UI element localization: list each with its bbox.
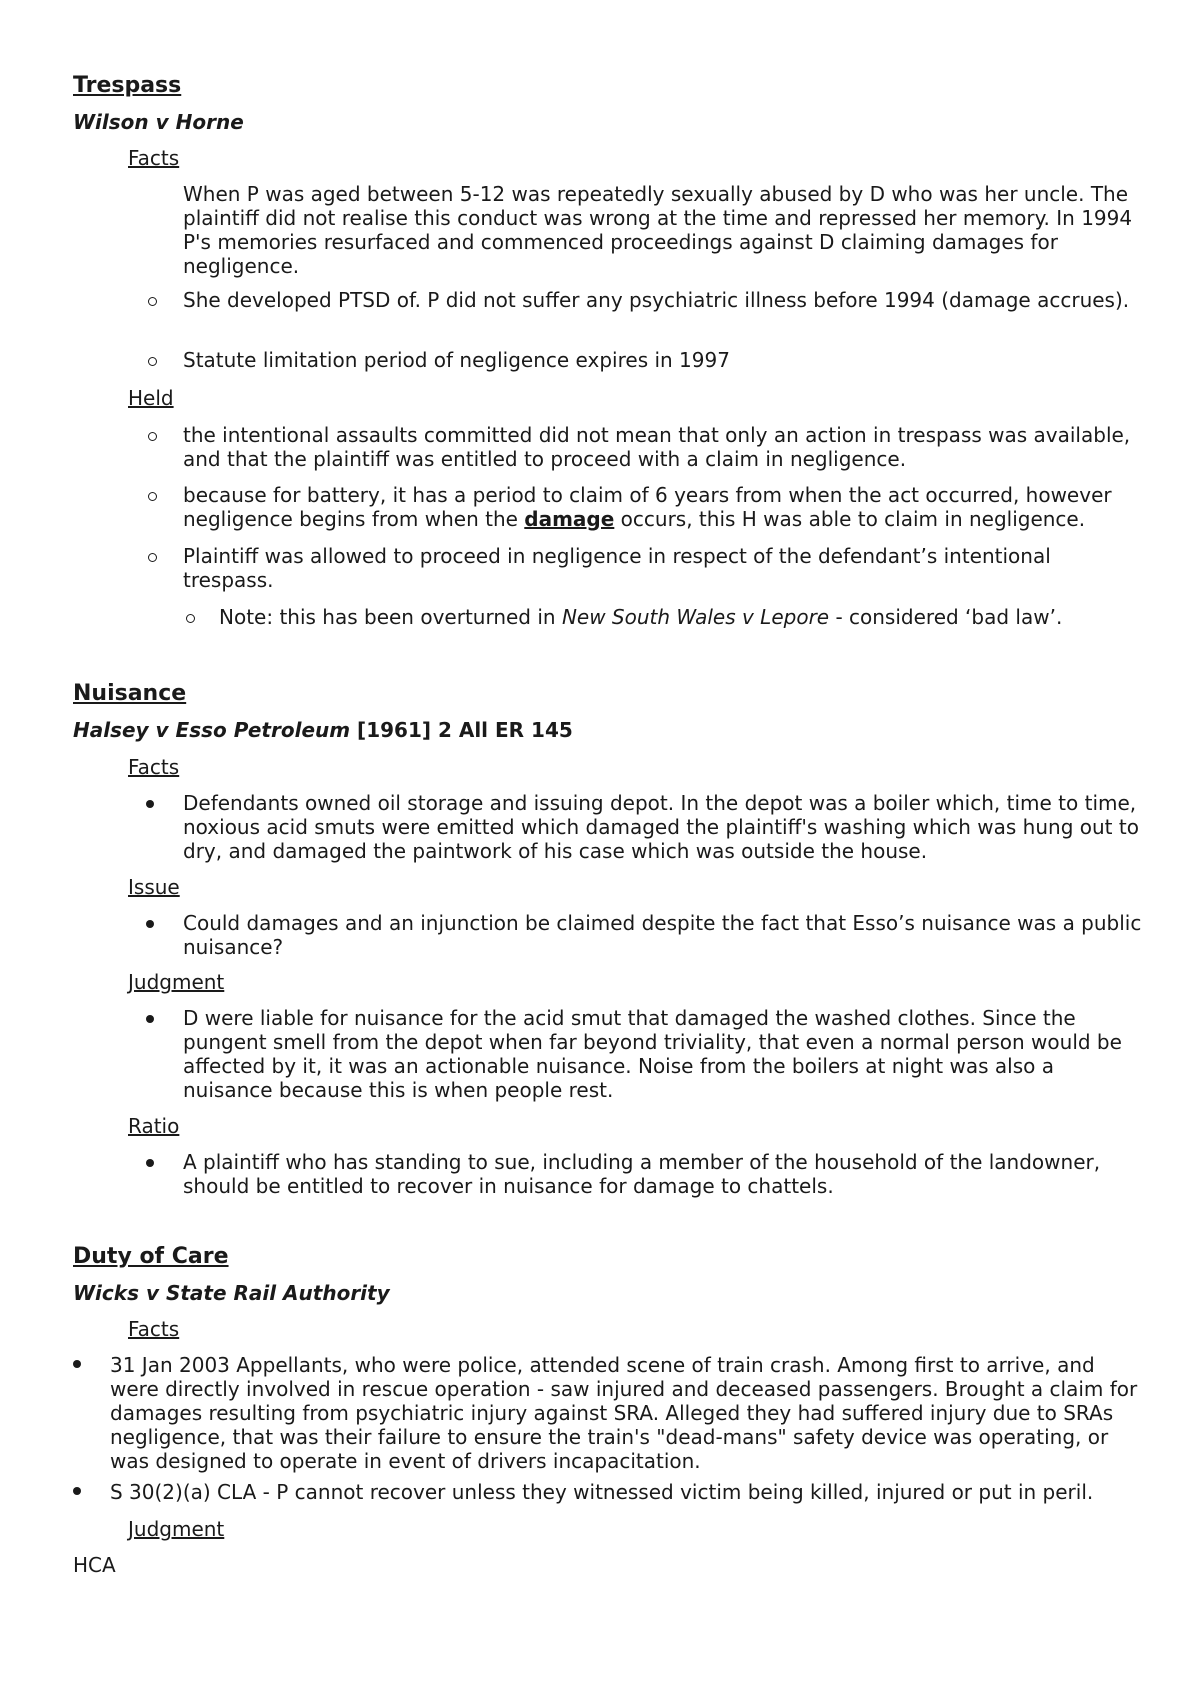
ratio-label: Ratio <box>128 1114 180 1138</box>
held-bullet-2: because for battery, it has a period to claim of 6 years from when the act occurred, however negligence begins from when the damage occurs, this H was able to claim in negligence. <box>183 483 1112 531</box>
circle-bullet-icon <box>148 432 157 441</box>
facts-label: Facts <box>128 1317 180 1341</box>
dot-bullet-icon <box>146 800 154 808</box>
nuisance-ratio: A plaintiff who has standing to sue, including a member of the household of the landowner, should be entitled to recover in nuisance for damage to chattels. <box>183 1150 1101 1198</box>
duty-facts-2: S 30(2)(a) CLA - P cannot recover unless they witnessed victim being killed, injured or put in peril. <box>110 1480 1094 1504</box>
facts-bullet-2: Statute limitation period of negligence expires in 1997 <box>183 348 730 372</box>
section-heading-nuisance: Nuisance <box>73 681 187 706</box>
facts-label: Facts <box>128 755 180 779</box>
dot-bullet-icon <box>73 1487 81 1495</box>
note-overturned: Note: this has been overturned in New South Wales v Lepore - considered ‘bad law’. <box>219 605 1063 629</box>
dot-bullet-icon <box>146 920 154 928</box>
circle-bullet-icon <box>148 492 157 501</box>
dot-bullet-icon <box>73 1360 81 1368</box>
duty-facts-1: 31 Jan 2003 Appellants, who were police, attended scene of train crash. Among first to arrive, and were directly involved in rescue operation - saw injured and deceased passengers. Brought a claim for damages resulting from psychiatric injury against SRA. Alleged they had suffered injury due to SRAs negligence, that was their failure to ensure the train's "dead-mans" safety device was operating, or was designed to operate in event of drivers incapacitation. <box>110 1353 1138 1473</box>
circle-bullet-icon <box>148 357 157 366</box>
facts-label: Facts <box>128 146 180 170</box>
circle-bullet-icon <box>148 553 157 562</box>
case-title-wilson-v-horne: Wilson v Horne <box>73 110 244 134</box>
issue-label: Issue <box>128 875 180 899</box>
section-heading-trespass: Trespass <box>73 73 182 98</box>
facts-bullet-1: She developed PTSD of. P did not suffer any psychiatric illness before 1994 (damage accrues). <box>183 288 1130 312</box>
circle-bullet-icon <box>148 297 157 306</box>
circle-bullet-icon <box>186 614 195 623</box>
section-heading-duty-of-care: Duty of Care <box>73 1244 229 1269</box>
held-bullet-3: Plaintiff was allowed to proceed in negligence in respect of the defendant’s intentional trespass. <box>183 544 1051 592</box>
case-title-wicks-v-sra: Wicks v State Rail Authority <box>73 1281 390 1305</box>
dot-bullet-icon <box>146 1159 154 1167</box>
nuisance-facts: Defendants owned oil storage and issuing depot. In the depot was a boiler which, time to time, noxious acid smuts were emitted which damaged the plaintiff's washing which was hung out to dry, and damaged the paintwork of his case which was outside the house. <box>183 791 1139 863</box>
judgment-label: Judgment <box>128 1517 225 1541</box>
judgment-label: Judgment <box>128 970 225 994</box>
nuisance-judgment: D were liable for nuisance for the acid smut that damaged the washed clothes. Since the pungent smell from the depot when far beyond triviality, that even a normal person would be affected by it, it was an actionable nuisance. Noise from the boilers at night was also a nuisance because this is when people rest. <box>183 1006 1122 1102</box>
case-title-halsey-v-esso: Halsey v Esso Petroleum [1961] 2 All ER 145 <box>73 718 573 742</box>
facts-paragraph: When P was aged between 5-12 was repeatedly sexually abused by D who was her uncle. The plaintiff did not realise this conduct was wrong at the time and repressed her memory. In 1994 P's memories resurfaced and commenced proceedings against D claiming damages for negligence. <box>183 182 1133 278</box>
damage-emphasis: damage <box>524 507 615 531</box>
held-label: Held <box>128 386 174 410</box>
held-bullet-1: the intentional assaults committed did not mean that only an action in trespass was available, and that the plaintiff was entitled to proceed with a claim in negligence. <box>183 423 1131 471</box>
dot-bullet-icon <box>146 1015 154 1023</box>
nuisance-issue: Could damages and an injunction be claimed despite the fact that Esso’s nuisance was a public nuisance? <box>183 911 1142 959</box>
hca-text: HCA <box>73 1553 116 1577</box>
